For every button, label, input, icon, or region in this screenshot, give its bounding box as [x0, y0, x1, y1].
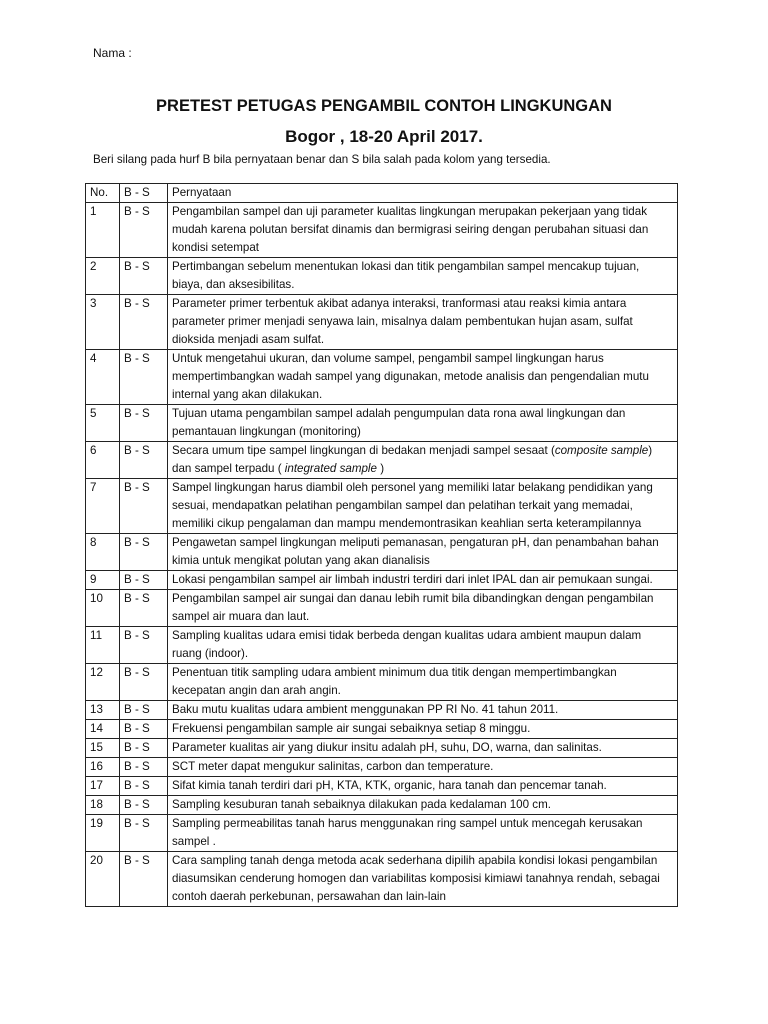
row-number: 16	[86, 758, 120, 777]
answer-choice[interactable]: B - S	[120, 442, 168, 479]
row-number: 14	[86, 720, 120, 739]
row-number: 4	[86, 350, 120, 405]
table-row	[86, 295, 678, 350]
row-number: 5	[86, 405, 120, 442]
row-number: 20	[86, 852, 120, 907]
statement-part: ) dan sampel terpadu (	[172, 444, 653, 475]
statement-text: Sampling permeabilitas tanah harus menggunakan ring sampel untuk mencegah kerusakan sampel .	[168, 815, 678, 852]
statement-text	[168, 442, 678, 479]
answer-choice[interactable]: B - S	[120, 571, 168, 590]
row-number: 2	[86, 258, 120, 295]
statement-text: Sampling kualitas udara emisi tidak berbeda dengan kualitas udara ambient maupun dalam ruang (indoor).	[168, 627, 678, 664]
answer-choice[interactable]: B - S	[120, 534, 168, 571]
row-number: 12	[86, 664, 120, 701]
statement-text: Frekuensi pengambilan sample air sungai sebaiknya setiap 8 minggu.	[168, 720, 678, 739]
statement-text: Untuk mengetahui ukuran, dan volume sampel, pengambil sampel lingkungan harus mempertimbangkan wadah sampel yang digunakan, metode analisis dan pengendalian mutu internal yang akan dilakukan.	[168, 350, 678, 405]
answer-choice[interactable]: B - S	[120, 479, 168, 534]
table-row	[86, 571, 678, 590]
instruction-text: Beri silang pada hurf B bila pernyataan benar dan S bila salah pada kolom yang tersedia.	[93, 153, 551, 166]
document-subtitle: Bogor , 18-20 April 2017.	[285, 127, 483, 146]
row-number: 6	[86, 442, 120, 479]
table-row	[86, 664, 678, 701]
answer-choice[interactable]: B - S	[120, 258, 168, 295]
answer-choice[interactable]: B - S	[120, 350, 168, 405]
statement-text: Sampel lingkungan harus diambil oleh personel yang memiliki latar belakang pendidikan yang sesuai, mendapatkan pelatihan pengambilan sampel dan pelatihan terkait yang memadai, memiliki cikup pengalaman dan mampu mendemontrasikan keahlian serta keterampilannya	[168, 479, 678, 534]
name-label: Nama :	[93, 46, 132, 60]
question-table	[85, 183, 678, 907]
answer-choice[interactable]: B - S	[120, 664, 168, 701]
row-number: 11	[86, 627, 120, 664]
answer-choice[interactable]: B - S	[120, 590, 168, 627]
header-no: No.	[86, 184, 120, 203]
answer-choice[interactable]: B - S	[120, 701, 168, 720]
statement-part: )	[376, 462, 385, 475]
row-number: 3	[86, 295, 120, 350]
row-number: 10	[86, 590, 120, 627]
answer-choice[interactable]: B - S	[120, 739, 168, 758]
statement-text: Cara sampling tanah denga metoda acak sederhana dipilih apabila kondisi lokasi pengambilan diasumsikan cenderung homogen dan variabilitas komposisi kimiawi tanahnya rendah, sebagai contoh daerah perkebunan, persawahan dan lain-lain	[168, 852, 678, 907]
table-row	[86, 701, 678, 720]
row-number: 13	[86, 701, 120, 720]
table-row	[86, 777, 678, 796]
table-row	[86, 534, 678, 571]
table-row	[86, 739, 678, 758]
statement-text: Pengambilan sampel air sungai dan danau lebih rumit bila dibandingkan dengan pengambilan sampel air muara dan laut.	[168, 590, 678, 627]
table-header-row	[86, 184, 678, 203]
statement-text: Pengambilan sampel dan uji parameter kualitas lingkungan merupakan pekerjaan yang tidak mudah karena polutan bersifat dinamis dan bermigrasi seiring dengan perubahan situasi dan kondisi setempat	[168, 203, 678, 258]
table-row	[86, 479, 678, 534]
row-number: 19	[86, 815, 120, 852]
statement-text: Tujuan utama pengambilan sampel adalah pengumpulan data rona awal lingkungan dan pemantauan lingkungan (monitoring)	[168, 405, 678, 442]
table-row	[86, 350, 678, 405]
answer-choice[interactable]: B - S	[120, 627, 168, 664]
table-row	[86, 405, 678, 442]
row-number: 17	[86, 777, 120, 796]
statement-text: Penentuan titik sampling udara ambient minimum dua titik dengan mempertimbangkan kecepatan angin dan arah angin.	[168, 664, 678, 701]
answer-choice[interactable]: B - S	[120, 796, 168, 815]
row-number: 18	[86, 796, 120, 815]
statement-text: Pertimbangan sebelum menentukan lokasi dan titik pengambilan sampel mencakup tujuan, biaya, dan aksesibilitas.	[168, 258, 678, 295]
answer-choice[interactable]: B - S	[120, 758, 168, 777]
statement-text: SCT meter dapat mengukur salinitas, carbon dan temperature.	[168, 758, 678, 777]
statement-text: Baku mutu kualitas udara ambient menggunakan PP RI No. 41 tahun 2011.	[168, 701, 678, 720]
table-row	[86, 796, 678, 815]
statement-text: Sifat kimia tanah terdiri dari pH, KTA, KTK, organic, hara tanah dan pencemar tanah.	[168, 777, 678, 796]
table-row	[86, 720, 678, 739]
answer-choice[interactable]: B - S	[120, 295, 168, 350]
table-row	[86, 758, 678, 777]
statement-text: Parameter primer terbentuk akibat adanya interaksi, tranformasi atau reaksi kimia antara parameter primer menjadi senyawa lain, misalnya dalam pembentukan hujan asam, sulfat dioksida menjadi asam sulfat.	[168, 295, 678, 350]
table-row	[86, 442, 678, 479]
answer-choice[interactable]: B - S	[120, 777, 168, 796]
statement-text: Parameter kualitas air yang diukur insitu adalah pH, suhu, DO, warna, dan salinitas.	[168, 739, 678, 758]
statement-part: Secara umum tipe sampel lingkungan di bedakan menjadi sampel sesaat (	[172, 444, 555, 457]
table-row	[86, 852, 678, 907]
statement-text: Pengawetan sampel lingkungan meliputi pemanasan, pengaturan pH, dan penambahan bahan kimia untuk mengikat polutan yang akan dianalisis	[168, 534, 678, 571]
header-bs: B - S	[120, 184, 168, 203]
header-statement: Pernyataan	[168, 184, 678, 203]
answer-choice[interactable]: B - S	[120, 405, 168, 442]
statement-italic-term: composite sample	[554, 444, 649, 457]
statement-italic-term: integrated sample	[284, 462, 377, 475]
table-row	[86, 627, 678, 664]
row-number: 1	[86, 203, 120, 258]
statement-text: Lokasi pengambilan sampel air limbah industri terdiri dari inlet IPAL dan air pemukaan sungai.	[168, 571, 678, 590]
answer-choice[interactable]: B - S	[120, 815, 168, 852]
document-title: PRETEST PETUGAS PENGAMBIL CONTOH LINGKUNGAN	[156, 97, 612, 115]
statement-text: Sampling kesuburan tanah sebaiknya dilakukan pada kedalaman 100 cm.	[168, 796, 678, 815]
answer-choice[interactable]: B - S	[120, 203, 168, 258]
answer-choice[interactable]: B - S	[120, 852, 168, 907]
table-row	[86, 590, 678, 627]
row-number: 7	[86, 479, 120, 534]
row-number: 15	[86, 739, 120, 758]
answer-choice[interactable]: B - S	[120, 720, 168, 739]
table-row	[86, 815, 678, 852]
row-number: 9	[86, 571, 120, 590]
table-row	[86, 258, 678, 295]
table-row	[86, 203, 678, 258]
row-number: 8	[86, 534, 120, 571]
